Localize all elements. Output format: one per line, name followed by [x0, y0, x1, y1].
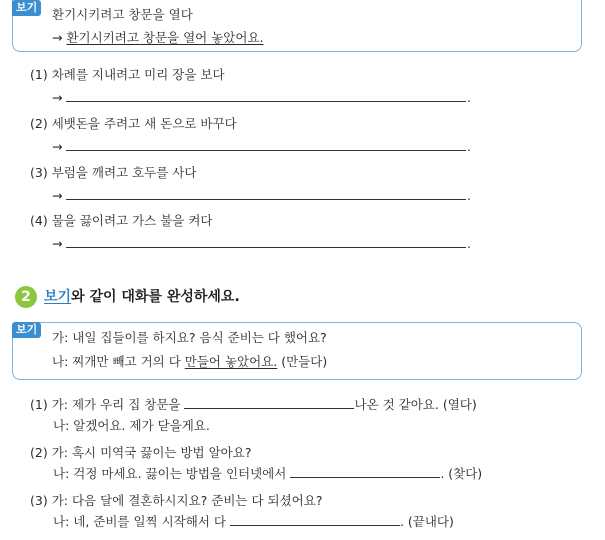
exercise1-item-3-prompt: (3) 부럼을 깨려고 호두를 사다 [30, 165, 197, 180]
answer-blank[interactable] [66, 150, 466, 151]
exercise2-item-3-na: 나: 네, 준비를 일찍 시작해서 다 . (끝내다) [53, 514, 454, 529]
exercise1-item-3-answer[interactable]: → . [52, 187, 471, 203]
answer-blank[interactable] [66, 101, 466, 102]
arrow: → [52, 30, 63, 45]
answer-blank[interactable] [66, 247, 466, 248]
exercise2-item-3-ga: (3) 가: 다음 달에 결혼하시지요? 준비는 다 되셨어요? [30, 493, 323, 508]
exercise2-item-2-ga: (2) 가: 혹시 미역국 끓이는 방법 알아요? [30, 445, 252, 460]
answer-blank[interactable] [230, 513, 400, 526]
example-answer: 환기시키려고 창문을 열어 놓았어요. [66, 30, 264, 45]
exercise2-item-1-na: 나: 알겠어요. 제가 닫을게요. [53, 418, 210, 433]
example2-underlined: 만들어 놓았어요. [184, 354, 278, 369]
example2-line2: 나: 찌개만 빼고 거의 다 만들어 놓았어요. (만들다) [52, 354, 328, 369]
example-prompt: 환기시키려고 창문을 열다 [52, 7, 193, 22]
answer-blank[interactable] [290, 465, 440, 478]
exercise2-item-1-ga: (1) 가: 제가 우리 집 창문을 나온 것 같아요. (열다) [30, 397, 477, 412]
example2-line1: 가: 내일 집들이를 하지요? 음식 준비는 다 했어요? [52, 330, 327, 345]
section-title-rest: 와 같이 대화를 완성하세요. [71, 289, 240, 305]
exercise1-item-1-answer[interactable]: → . [52, 89, 471, 105]
example-tag-2: 보기 [12, 322, 41, 338]
exercise1-item-2-prompt: (2) 세뱃돈을 주려고 새 돈으로 바꾸다 [30, 116, 237, 131]
example-answer-row [52, 29, 264, 47]
section-number-badge: 2 [15, 286, 37, 308]
exercise1-item-2-answer[interactable]: → . [52, 138, 471, 154]
section-title [44, 287, 240, 307]
exercise1-item-4-answer[interactable]: → . [52, 235, 471, 251]
example-tag-1: 보기 [12, 0, 41, 16]
answer-blank[interactable] [184, 396, 354, 409]
exercise2-item-2-na: 나: 걱정 마세요. 끓이는 방법을 인터넷에서 . (찾다) [53, 466, 483, 481]
answer-blank[interactable] [66, 199, 466, 200]
section-title-highlight: 보기 [44, 289, 72, 305]
exercise1-item-1-prompt: (1) 차례를 지내려고 미리 장을 보다 [30, 67, 225, 82]
exercise1-item-4-prompt: (4) 물을 끓이려고 가스 불을 켜다 [30, 213, 213, 228]
